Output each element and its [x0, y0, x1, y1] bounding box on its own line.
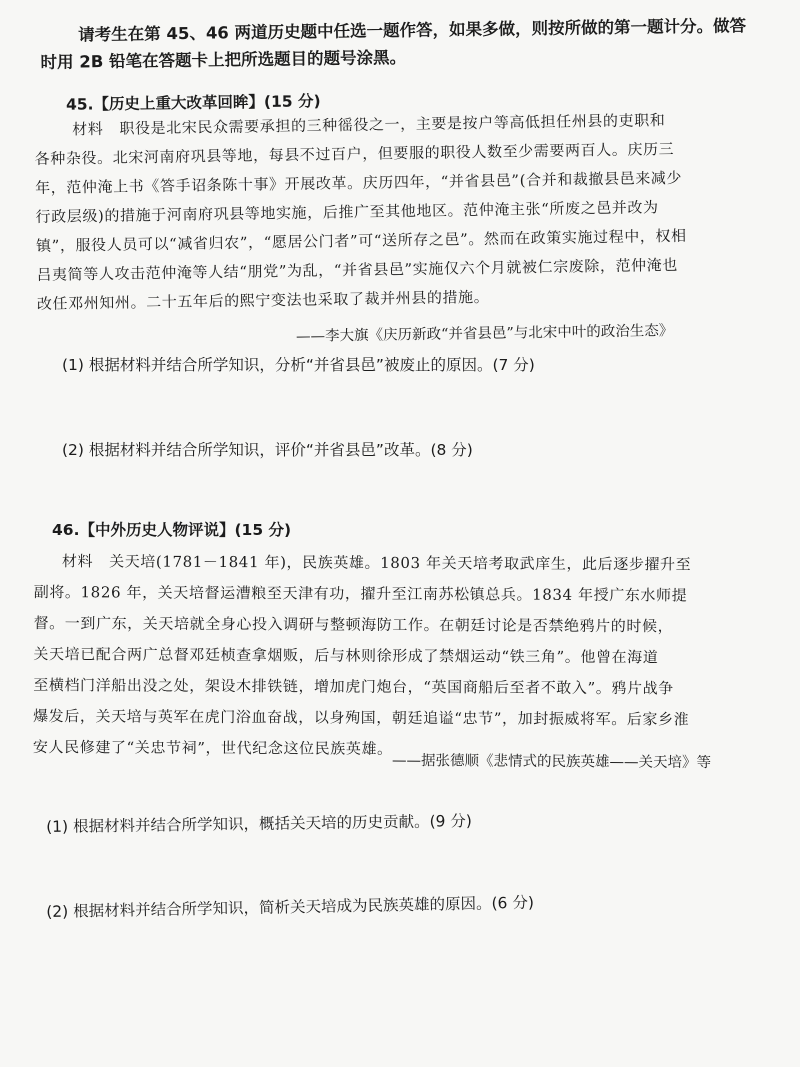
- material-label: 材料: [72, 119, 104, 139]
- question-45-sub-1: (1) 根据材料并结合所学知识，分析“并省县邑”被废止的原因。(7 分): [62, 356, 535, 374]
- material-line: 镇”，服役人员可以“减省归农”，“愿居公门者”可“送所存之邑”。然而在政策实施过程中，权相: [35, 226, 687, 255]
- question-45-title: 45.【历史上重大改革回眸】(15 分): [65, 92, 321, 114]
- question-45-material: [34, 105, 727, 319]
- question-45-source: ——李大旗《庆历新政“并省县邑”与北宋中叶的政治生态》: [295, 323, 674, 345]
- material-line: 爆发后，关天培与英军在虎门浴血奋战，以身殉国，朝廷追谥“忠节”，加封振威将军。后家乡淮: [33, 706, 690, 729]
- material-line: 材料 关天培(1781－1841 年)，民族英雄。1803 年关天培考取武庠生，此后逐步擢升至: [61, 552, 692, 574]
- material-line: 年，范仲淹上书《答手诏条陈十事》开展改革。庆历四年，“并省县邑”(合并和裁撤县邑来减少: [34, 168, 683, 197]
- instruction-line-1: 请考生在第 45、46 两道历史题中任选一题作答，如果多做，则按所做的第一题计分。做答: [78, 16, 747, 45]
- material-label: 材料: [61, 552, 94, 571]
- material-line: 安人民修建了“关忠节祠”，世代纪念这位民族英雄。: [32, 737, 393, 758]
- question-46-sub-2: (2) 根据材料并结合所学知识，简析关天培成为民族英雄的原因。(6 分): [46, 893, 535, 921]
- material-line: 改任邓州知州。二十五年后的熙宁变法也采取了裁并州县的措施。: [36, 287, 490, 313]
- material-line: 至横档门洋船出没之处，架设木排铁链，增加虎门炮台，“英国商船后至者不敢入”。鸦片战争: [33, 675, 674, 698]
- material-line: 吕夷简等人攻击范仲淹等人结“朋党”为乱，“并省县邑”实施仅六个月就被仁宗废除，范仲淹也: [36, 255, 679, 284]
- question-45-sub-2: (2) 根据材料并结合所学知识，评价“并省县邑”改革。(8 分): [62, 441, 473, 459]
- material-line: 督。一到广东，关天培就全身心投入调研与整顿海防工作。在朝廷讨论是否禁绝鸦片的时候，: [33, 613, 674, 636]
- material-line: 材料 职役是北宋民众需要承担的三种徭役之一，主要是按户等高低担任州县的吏职和: [72, 111, 666, 139]
- material-line: 各种杂役。北宋河南府巩县等地，每县不过百户，但要服的职役人数至少需要两百人。庆历三: [34, 139, 675, 168]
- instruction-line-2: 时用 2B 铅笔在答题卡上把所选题目的题号涂黑。: [40, 47, 407, 72]
- question-46-sub-1: (1) 根据材料并结合所学知识，概括关天培的历史贡献。(9 分): [46, 812, 473, 836]
- material-line: 行政层级)的措施于河南府巩县等地实施，后推广至其他地区。范仲淹主张“所废之邑并改为: [35, 198, 659, 226]
- question-46-title: 46.【中外历史人物评说】(15 分): [52, 521, 292, 539]
- material-line: 副将。1826 年，关天培督运漕粮至天津有功，擢升至江南苏松镇总兵。1834 年授广东水师提: [33, 582, 688, 605]
- question-46-material: [33, 546, 764, 767]
- question-46-source: ——据张德顺《悲情式的民族英雄——关天培》等: [391, 752, 712, 772]
- material-line: 关天培已配合两广总督邓廷桢查拿烟贩，后与林则徐形成了禁烟运动“铁三角”。他曾在海道: [33, 644, 659, 667]
- exam-instruction: [40, 12, 747, 76]
